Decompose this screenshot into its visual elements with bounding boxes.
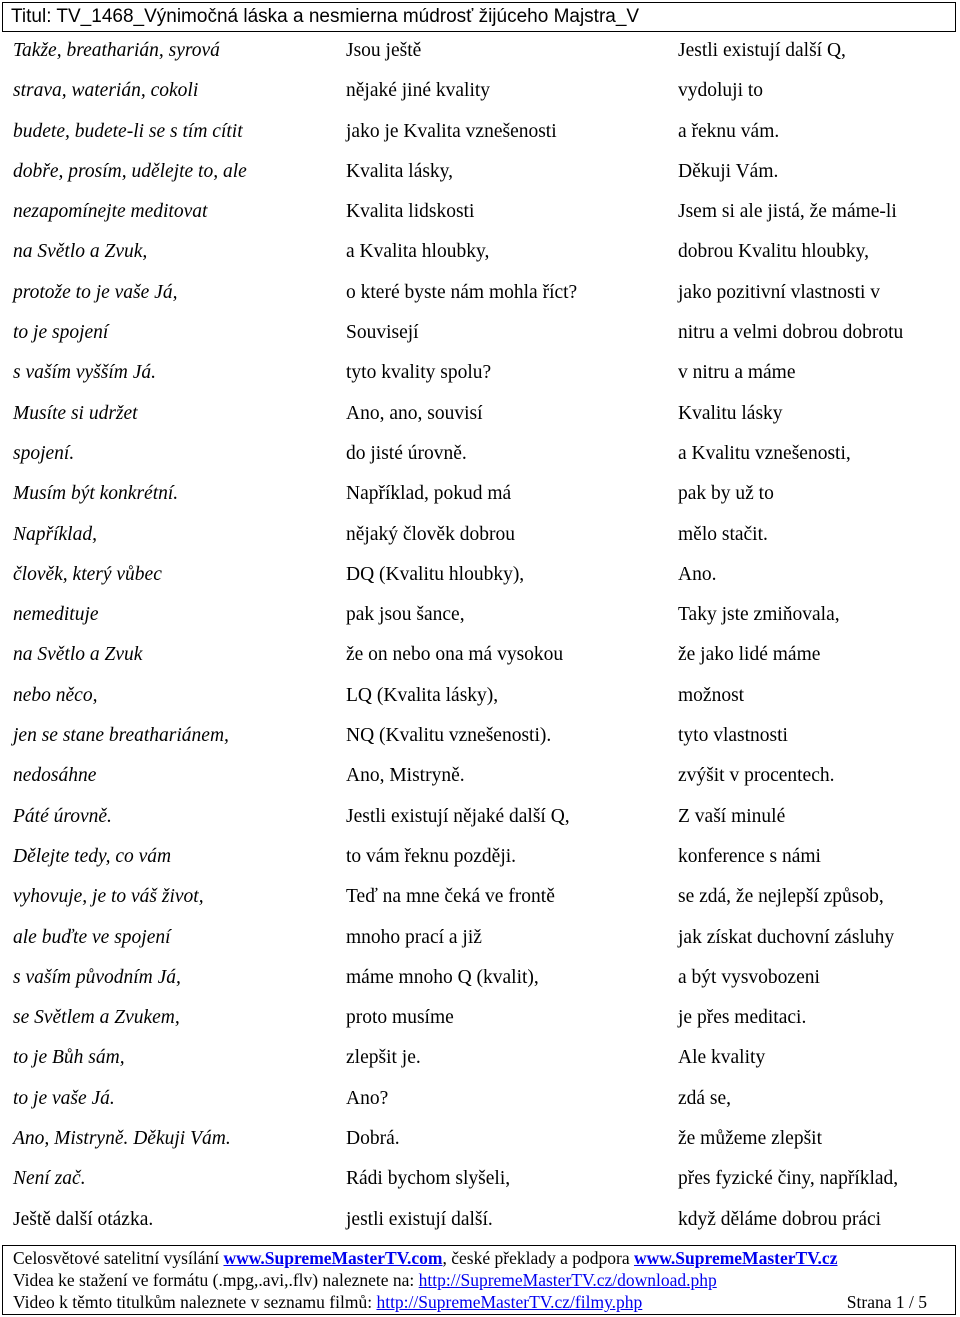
left-column-line: protože to je vaše Já,	[13, 281, 178, 303]
left-column-line: to je vaše Já.	[13, 1087, 115, 1109]
left-column-line: s vaším vyšším Já.	[13, 362, 156, 384]
footer-line-3	[13, 1292, 642, 1313]
right-column-line: se zdá, že nejlepší způsob,	[678, 886, 884, 908]
right-column-line: Jestli existují další Q,	[678, 40, 846, 61]
right-column-line: možnost	[678, 684, 745, 706]
left-column-line: nedosáhne	[13, 765, 97, 787]
page-number: Strana 1 / 5	[846, 1292, 927, 1312]
middle-column-line: zlepšit je.	[346, 1047, 421, 1069]
middle-column	[346, 37, 577, 1246]
middle-column-line: Souvisejí	[346, 322, 419, 344]
download-link[interactable]: http://SupremeMasterTV.cz/download.php	[418, 1270, 717, 1290]
middle-column-line: to vám řeknu později.	[346, 845, 517, 867]
footer-line-2-prefix: Videa ke stažení ve formátu (.mpg,.avi,.flv) naleznete na:	[13, 1270, 419, 1290]
right-column-line: a řeknu vám.	[678, 120, 780, 142]
left-column-line: dobře, prosím, udělejte to, ale	[13, 160, 247, 182]
right-column-line: a být vysvobozeni	[678, 966, 820, 988]
right-column-line: Ale kvality	[678, 1047, 766, 1069]
left-column-line: spojení.	[13, 442, 75, 464]
middle-column-line: Rádi bychom slyšeli,	[346, 1168, 511, 1190]
right-column-line: Kvalitu lásky	[678, 402, 783, 424]
footer	[2, 1245, 956, 1315]
right-column-line: když děláme dobrou práci	[678, 1208, 882, 1230]
middle-column-line: NQ (Kvalitu vznešenosti).	[346, 725, 552, 747]
left-column-line: to je spojení	[13, 322, 109, 344]
middle-column-line: Ano?	[346, 1087, 389, 1109]
right-column-line: konference s námi	[678, 845, 821, 867]
left-column-line: Není zač.	[13, 1168, 86, 1190]
footer-line-3-prefix: Video k těmto titulkům naleznete v seznamu filmů:	[13, 1292, 377, 1312]
right-column-line: Ano.	[678, 563, 717, 585]
right-column-line: že můžeme zlepšit	[678, 1128, 823, 1150]
right-column-line: tyto vlastnosti	[678, 725, 788, 747]
right-column-line: Jsem si ale jistá, že máme-li	[678, 201, 897, 223]
right-column-line: zvýšit v procentech.	[678, 765, 835, 787]
middle-column-line: Teď na mne čeká ve frontě	[346, 886, 555, 908]
left-column-line: budete, budete-li se s tím cítit	[13, 120, 243, 142]
films-link[interactable]: http://SupremeMasterTV.cz/filmy.php	[376, 1292, 643, 1312]
left-column-line: to je Bůh sám,	[13, 1047, 125, 1069]
middle-column-line: tyto kvality spolu?	[346, 362, 492, 384]
left-column	[13, 37, 247, 1246]
middle-column-line: Dobrá.	[346, 1128, 400, 1150]
right-column-line: v nitru a máme	[678, 362, 796, 384]
middle-column-line: mnoho prací a již	[346, 926, 482, 948]
supremetv-com-link[interactable]: www.SupremeMasterTV.com	[223, 1248, 443, 1268]
middle-column-line: a Kvalita hloubky,	[346, 241, 490, 263]
supremetv-cz-link[interactable]: www.SupremeMasterTV.cz	[633, 1248, 838, 1268]
document-title: Titul: TV_1468_Výnimočná láska a nesmierna múdrosť žijúceho Majstra_V	[11, 6, 640, 27]
right-column-line: Děkuji Vám.	[678, 160, 779, 182]
left-column-line: ale buďte ve spojení	[13, 926, 171, 948]
middle-column-line: že on nebo ona má vysokou	[346, 644, 564, 666]
right-column-line: přes fyzické činy, například,	[678, 1168, 899, 1190]
right-column-line: a Kvalitu vznešenosti,	[678, 442, 851, 464]
right-column-line: vydoluji to	[678, 80, 764, 102]
footer-line-1-prefix: Celosvětové satelitní vysílání	[13, 1248, 224, 1268]
middle-column-line: Ano, ano, souvisí	[346, 402, 483, 424]
footer-line-2	[13, 1270, 717, 1291]
middle-column-line: jestli existují další.	[346, 1208, 493, 1230]
middle-column-line: jako je Kvalita vznešenosti	[346, 120, 557, 142]
left-column-line: jen se stane breathariánem,	[13, 725, 229, 747]
middle-column-line: Kvalita lidskosti	[346, 201, 475, 223]
left-column-line: vyhovuje, je to váš život,	[13, 886, 204, 908]
middle-column-line: Například, pokud má	[346, 483, 512, 505]
right-column-line: zdá se,	[678, 1087, 732, 1109]
right-column	[678, 37, 903, 1246]
middle-column-line: nějaké jiné kvality	[346, 80, 491, 102]
right-column-line: jak získat duchovní zásluhy	[678, 926, 895, 948]
left-column-line: Ano, Mistryně. Děkuji Vám.	[13, 1128, 231, 1150]
middle-column-line: do jisté úrovně.	[346, 442, 467, 464]
middle-column-line: nějaký člověk dobrou	[346, 523, 515, 545]
left-column-line: Ještě další otázka.	[13, 1208, 154, 1230]
middle-column-line: Kvalita lásky,	[346, 160, 454, 182]
left-column-line: Například,	[13, 523, 97, 545]
right-column-line: je přes meditaci.	[678, 1007, 807, 1029]
middle-column-line: Jsou ještě	[346, 40, 422, 61]
right-column-line: nitru a velmi dobrou dobrotu	[678, 322, 904, 344]
right-column-line: dobrou Kvalitu hloubky,	[678, 241, 870, 263]
left-column-line: člověk, který vůbec	[13, 563, 162, 585]
right-column-line: pak by už to	[678, 483, 774, 505]
title-box	[2, 2, 956, 32]
middle-column-line: Jestli existují nějaké další Q,	[346, 805, 570, 827]
middle-column-line: o které byste nám mohla říct?	[346, 281, 578, 303]
left-column-line: Musím být konkrétní.	[13, 483, 179, 505]
middle-column-line: LQ (Kvalita lásky),	[346, 684, 499, 706]
subtitle-columns	[0, 37, 960, 1242]
middle-column-line: DQ (Kvalitu hloubky),	[346, 563, 525, 585]
footer-line-1-mid: , české překlady a podpora	[442, 1248, 634, 1268]
left-column-line: Takže, breatharián, syrová	[13, 40, 220, 61]
footer-line-1	[13, 1248, 837, 1269]
middle-column-line: máme mnoho Q (kvalit),	[346, 966, 539, 988]
right-column-line: jako pozitivní vlastnosti v	[678, 281, 881, 303]
left-column-line: strava, waterián, cokoli	[13, 80, 199, 102]
left-column-line: se Světlem a Zvukem,	[13, 1007, 180, 1029]
left-column-line: s vaším původním Já,	[13, 966, 181, 988]
right-column-line: že jako lidé máme	[678, 644, 821, 666]
left-column-line: Musíte si udržet	[13, 402, 138, 424]
middle-column-line: proto musíme	[346, 1007, 454, 1029]
left-column-line: Dělejte tedy, co vám	[13, 845, 172, 867]
left-column-line: nebo něco,	[13, 684, 98, 706]
left-column-line: nemedituje	[13, 604, 99, 626]
left-column-line: na Světlo a Zvuk,	[13, 241, 148, 263]
right-column-line: Z vaší minulé	[678, 805, 786, 827]
middle-column-line: pak jsou šance,	[346, 604, 465, 626]
left-column-line: Páté úrovně.	[13, 805, 112, 827]
left-column-line: na Světlo a Zvuk	[13, 644, 143, 666]
middle-column-line: Ano, Mistryně.	[346, 765, 465, 787]
right-column-line: mělo stačit.	[678, 523, 768, 545]
right-column-line: Taky jste zmiňovala,	[678, 604, 840, 626]
left-column-line: nezapomínejte meditovat	[13, 201, 208, 223]
